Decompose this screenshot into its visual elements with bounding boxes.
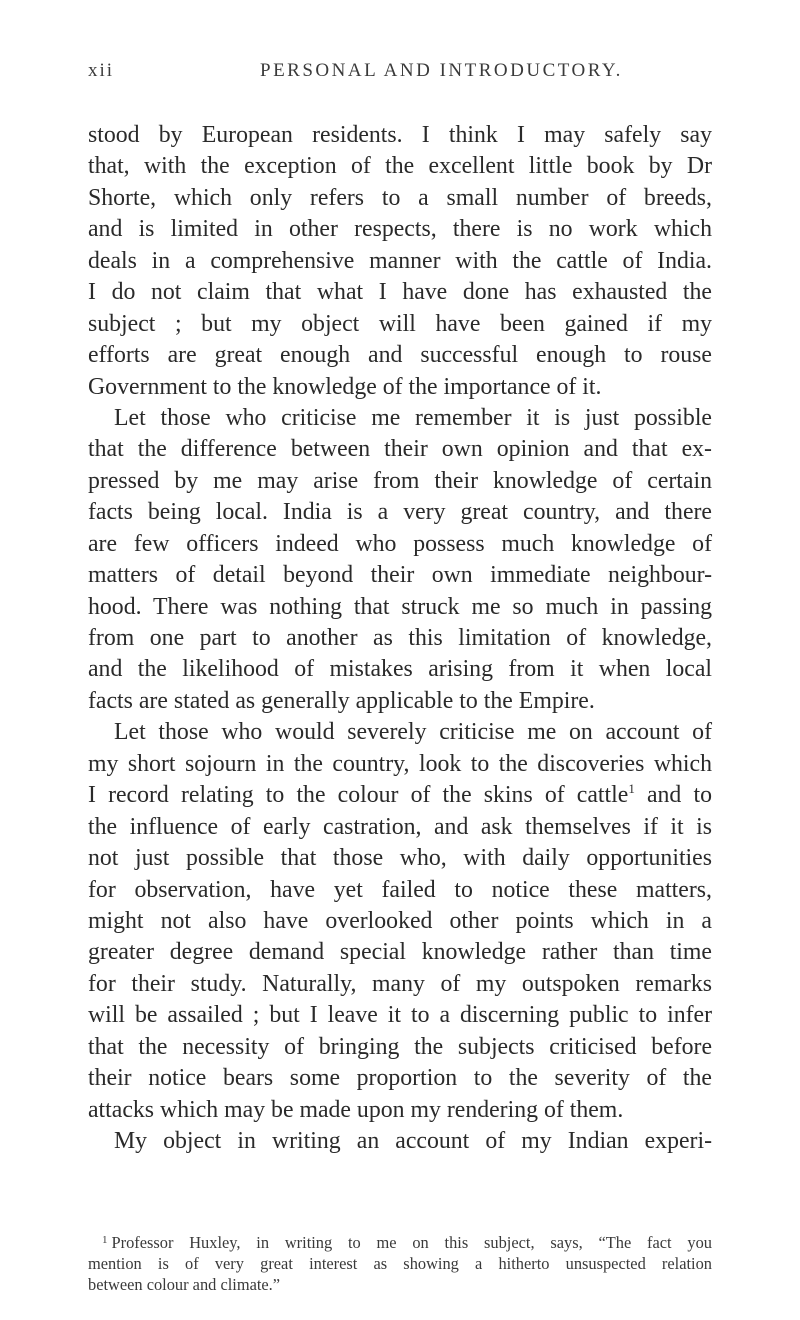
text-line: greater degree demand special knowledge rather than time: [88, 939, 712, 966]
text-fragment: and to: [646, 782, 712, 809]
text-line: not just possible that those who, with daily opportunities: [88, 845, 712, 872]
text-line: my short sojourn in the country, look to the discoveries which: [88, 750, 712, 777]
text-fragment: I record relating to the colour of the skins of cattle: [88, 782, 629, 809]
text-line: facts being local. India is a very great country, and there: [88, 499, 712, 526]
text-line: facts are stated as generally applicable to the Empire.: [88, 687, 595, 714]
footnote-text: Professor Huxley, in writing to me on this subject, says, “The fact you: [111, 1233, 712, 1252]
text-line: Government to the knowledge of the importance of it.: [88, 373, 602, 400]
text-line: attacks which may be made upon my rendering of them.: [88, 1096, 624, 1123]
text-line: from one part to another as this limitation of knowledge,: [88, 625, 712, 651]
text-line: might not also have overlooked other points which in a: [88, 907, 712, 934]
text-line: I do not claim that what I have done has exhausted the: [88, 279, 712, 306]
running-title: PERSONAL AND INTRODUCTORY.: [260, 60, 623, 81]
footnote-reference: 1: [628, 781, 635, 797]
paragraph-start-line: Let those who criticise me remember it is just possible: [114, 404, 712, 431]
page-number: xii: [88, 60, 115, 81]
running-head: [88, 60, 712, 86]
text-line: hood. There was nothing that struck me so much in passing: [88, 593, 712, 620]
text-line: that the difference between their own opinion and that ex-: [88, 436, 712, 463]
text-line: stood by European residents. I think I may safely say: [88, 122, 712, 148]
text-line: for their study. Naturally, many of my outspoken remarks: [88, 970, 712, 997]
text-line: pressed by me may arise from their knowledge of certain: [88, 467, 712, 494]
text-line: their notice bears some proportion to the severity of the: [88, 1065, 712, 1092]
text-line-with-footnote-ref: [88, 780, 712, 811]
text-line: Shorte, which only refers to a small number of breeds,: [88, 184, 712, 211]
text-line: that, with the exception of the excellent little book by Dr: [88, 153, 712, 180]
footnote-line: between colour and climate.”: [88, 1275, 281, 1294]
text-line: subject ; but my object will have been gained if my: [88, 310, 712, 337]
paragraph-start-line: My object in writing an account of my Indian experi-: [114, 1128, 712, 1154]
text-line: efforts are great enough and successful enough to rouse: [88, 342, 712, 369]
text-line: that the necessity of bringing the subjects criticised before: [88, 1033, 712, 1060]
footnote-line: mention is of very great interest as showing a hitherto unsuspected relation: [88, 1254, 712, 1273]
body-text: [88, 120, 712, 1157]
text-line: will be assailed ; but I leave it to a discerning public to infer: [88, 1002, 712, 1029]
footnote-line: [88, 1232, 712, 1253]
text-line: matters of detail beyond their own immediate neighbour-: [88, 562, 712, 589]
text-line: the influence of early castration, and ask themselves if it is: [88, 813, 712, 840]
footnote-marker: 1: [102, 1234, 108, 1246]
text-line: are few officers indeed who possess much knowledge of: [88, 530, 712, 557]
paragraph-start-line: Let those who would severely criticise me on account of: [114, 719, 712, 746]
footnote: [88, 1232, 712, 1295]
text-line: for observation, have yet failed to notice these matters,: [88, 876, 712, 903]
text-line: and the likelihood of mistakes arising from it when local: [88, 656, 712, 683]
text-line: and is limited in other respects, there is no work which: [88, 216, 712, 243]
text-line: deals in a comprehensive manner with the cattle of India.: [88, 247, 712, 274]
